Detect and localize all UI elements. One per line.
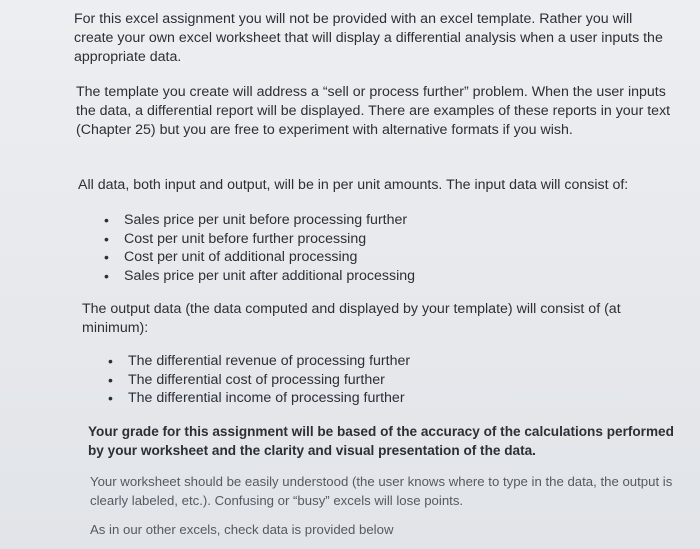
list-item: • The differential income of processing further (108, 390, 405, 406)
bullet-icon: • (104, 212, 109, 228)
list-item: • Sales price per unit before processing further (104, 212, 408, 228)
bullet-icon: • (104, 267, 109, 284)
list-item: • Cost per unit of additional processing (104, 249, 358, 265)
bullet-icon: • (108, 371, 113, 388)
intro-paragraph: For this excel assignment you will not be provided with an excel template. Rather you will create your own excel worksheet that will display a differential analysis when a user inputs the appropriate data. (74, 11, 663, 65)
bullet-icon: • (108, 390, 113, 406)
template-description-paragraph: The template you create will address a “sell or process further” problem. When the user inputs the data, a differential report will be displayed. There are examples of these reports in your text (Chapter 25) but you are free to experiment with alternative formats if you wish. (76, 84, 671, 138)
list-item: • The differential revenue of processing further (108, 353, 411, 369)
bullet-icon: • (104, 249, 109, 265)
grading-paragraph: Your grade for this assignment will be based of the accuracy of the calculations performed by your worksheet and the clarity and visual presentation of the data. (88, 424, 674, 458)
input-data-list (104, 211, 415, 285)
output-data-list (108, 352, 410, 408)
bullet-icon: • (104, 230, 109, 247)
check-data-note: As in our other excels, check data is provided below (90, 522, 394, 537)
output-intro-paragraph: The output data (the data computed and displayed by your template) will consist of (at minimum): (82, 301, 621, 336)
list-item: • Sales price per unit after additional processing (104, 267, 416, 284)
bullet-icon: • (108, 353, 113, 369)
clarity-paragraph: Your worksheet should be easily understood (the user knows where to type in the data, the output is clearly labeled, etc.). Confusing or “busy” excels will lose points. (90, 474, 673, 508)
input-intro-paragraph: All data, both input and output, will be in per unit amounts. The input data will consist of: (78, 177, 629, 193)
list-item: • Cost per unit before further processing (104, 230, 367, 247)
list-item: • The differential cost of processing further (108, 371, 385, 388)
